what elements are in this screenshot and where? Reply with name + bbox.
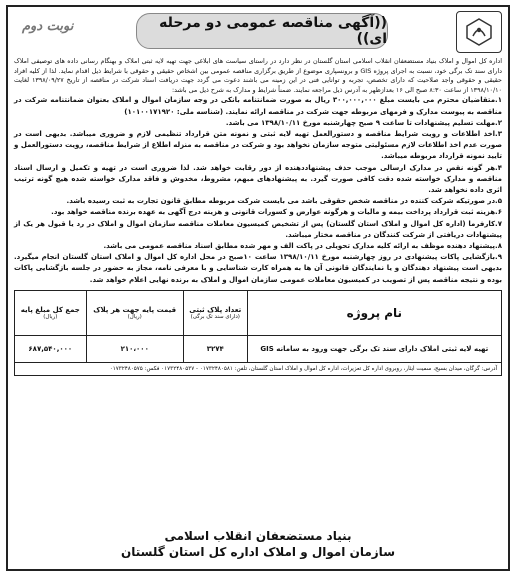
cell-total: ۶۸۷,۵۴۰,۰۰۰ — [15, 335, 87, 362]
cell-count: ۳۲۷۴ — [183, 335, 247, 362]
condition-item: ۸.پیشنهاد دهنده موظف به ارائه کلیه مدارک تحویلی در پاکت الف و مهر شده مطابق اسناد مناقصه عمومی می باشد. — [103, 242, 502, 251]
col-count-sub: (دارای سند تک برگی) — [190, 313, 240, 320]
foundation-emblem-icon — [462, 16, 496, 48]
conditions-list — [8, 95, 508, 285]
col-total-sub: (ریال) — [43, 313, 58, 320]
cell-price: ۲۱۰،۰۰۰ — [86, 335, 183, 362]
project-table — [14, 290, 502, 363]
intro-paragraph: اداره کل اموال و املاک بنیاد مستضعفان انقلاب اسلامی استان گلستان در نظر دارد در راستای سیاست های ابلاغی جهت تهیه لایه ثبتی املاک و بهنگام رسانی داده های توصیفی املاک دارای سند تک برگی خود، نسبت به اجرای پروژه GIS و برونسپاری موضوع از طریق برگزاری مناقصه عمومی بین اشخاص حقیقی و حقوقی با شرایط ذیل اقدام نماید. لذا از کلیه افراد حقیقی و حقوقی واجد صلاحیت که دارای تخصص، تجربه و توانایی فنی در این زمینه می باشند دعوت می گردد جهت دریافت اسناد شرکت در مناقصه از تاریخ ۱۳۹۸/۰۹/۲۷ لغایت ۱۳۹۸/۱۰/۱۰ از ساعت ۸:۳۰ صبح الی ۱۶ بعدازظهر به آدرس ذیل مراجعه نمایند. ضمناً شرایط و مدارک به شرح ذیل می باشد: — [14, 57, 503, 94]
col-project-header: نام پروژه — [247, 290, 501, 335]
col-total-title: جمع کل مبلغ پایه — [20, 305, 80, 314]
condition-item: ۹.بازگشایی پاکات پیشنهادی در روز چهارشنبه مورخ ۱۳۹۸/۱۰/۱۱ ساعت ۱۰صبح در محل اداره کل اموال و املاک استان گلستان انجام میگیرد. بدیهی است پیشنهاد دهندگان و یا نمایندگان قانونی آن ها به همراه کارت شناسایی و با معرفی نامه، مجاز به حضور در جلسه بازگشایی پاکات بوده و نتیجه مناقصه پس از تصویب در کمیسیون معاملات عمومی سازمان اموال و املاک به برنده نهایی اعلام خواهد شد. — [14, 253, 502, 284]
round-label: نوبت دوم — [22, 19, 74, 34]
notice-header — [8, 7, 508, 55]
footer-foundation-name: بنیاد مستضعفان انقلاب اسلامی — [164, 529, 352, 543]
col-price-title: قیمت پایه جهت هر پلاک — [93, 305, 177, 314]
tender-notice — [6, 5, 510, 571]
foundation-logo — [456, 11, 502, 53]
table-row — [15, 335, 502, 362]
condition-item: ۷.کارفرما (اداره کل اموال و املاک استان گلستان) پس از تشخیص کمیسیون معاملات مناقصه سازمان اموال و املاک در رد یا قبول هر یک از پیشنهادات دریافتی از شرکت کنندگان در مناقصه مختار میباشد. — [14, 219, 502, 239]
contact-address: آدرس: گرگان، میدان بسیج، سمیت ایثار، روبروی اداره کل تعزیرات، اداره کل اموال و املاک استان گلستان، تلفن: ۰۱۷۳۲۴۸۰۵۸۱ - ۰۱۷۳۲۴۸۰۵۳۷ فکس: ۰۱۷۳۲۴۸۰۵۷۵ — [14, 363, 502, 376]
footer-office-name: سازمان اموال و املاک اداره کل استان گلستان — [121, 545, 395, 559]
cell-project: تهیه لایه ثبتی املاک دارای سند تک برگی جهت ورود به سامانه GIS — [247, 335, 501, 362]
col-price-sub: (ریال) — [127, 313, 142, 320]
condition-item: ۵.در صورتیکه شرکت کننده در مناقصه شخص حقوقی باشد می بایست شرکت مربوطه مطابق قانون تجارت به ثبت رسیده باشد. — [66, 197, 502, 206]
col-count-title: تعداد پلاک ثبتی — [189, 305, 242, 314]
condition-item: ۴.هر گونه نقص در مدارک ارسالی موجب حذف پیشنهاددهنده از دور رقابت خواهد شد. لذا ضروری است در تهیه و تکمیل و ارسال اسناد مناقصه و مدارک خواسته شده دقت کافی صورت گیرد. به پیشنهادهای مبهم، مشروط، مخدوش و فاقد مدارک خواسته شده هیچ گونه ترتیب اثری داده نخواهد شد. — [14, 163, 502, 194]
signature-block — [8, 529, 508, 559]
col-price-header — [86, 290, 183, 335]
condition-item: ۳.اخذ اطلاعات و رویت شرایط مناقصه و دستورالعمل تهیه لایه ثبتی و نمونه متن قرارداد تنظیمی لازم و ضروری میباشد. بدیهی است در صورت عدم اخذ اطلاعات لازم مسئولیتی متوجه سازمان نخواهد بود و شرکت در مناقصه به منزله اطلاع از شرایط مناقصه، رویت دستورالعمل و تایید نمونه قرارداد مربوطه میباشد. — [14, 129, 502, 161]
condition-item: ۱.متقاضیان محترم می بایست مبلغ ۳۰۰,۰۰۰,۰۰۰ ریال به صورت ضمانتنامه بانکی در وجه سازمان اموال و املاک بعنوان ضمانتنامه شرکت در مناقصه به پیوست مدارک و فرمهای مربوطه جهت شرکت در مناقصه ارائه نمایند. (شناسه ملی: ۱۰۱۰۰۱۷۱۹۲۰) — [14, 96, 502, 116]
condition-item: ۲.مهلت تسلیم پیشنهادات تا ساعت ۹ صبح چهارشنبه مورخ ۱۳۹۸/۱۰/۱۱ می باشد. — [225, 118, 502, 127]
col-total-header — [15, 290, 87, 335]
table-header-row — [15, 290, 502, 335]
condition-item: ۶.هزینه ثبت قرارداد پرداخت بیمه و مالیات و هرگونه عوارض و کسورات قانونی و هزینه درج آگهی به عهده برنده مناقصه خواهد بود. — [51, 208, 502, 217]
col-count-header — [183, 290, 247, 335]
notice-title: ((آگهی مناقصه عمومی دو مرحله ای)) — [136, 13, 388, 49]
